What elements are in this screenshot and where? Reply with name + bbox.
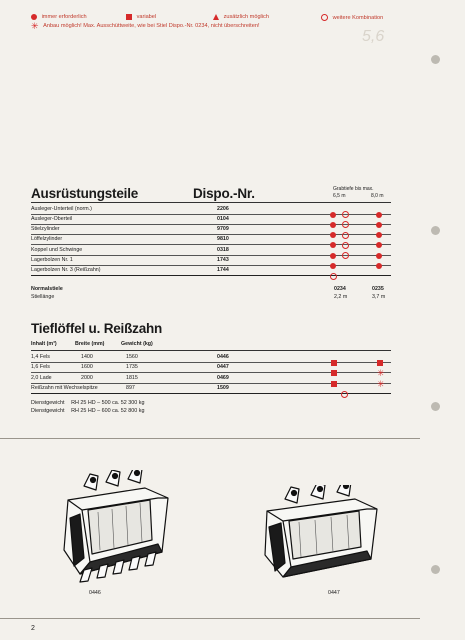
normalstiele-label: Normalstiele [31, 286, 63, 292]
dot-icon [31, 14, 37, 20]
row-dispo-nr: 0318 [217, 246, 229, 253]
table-row [31, 214, 391, 225]
row-name: Koppel und Schwinge [31, 246, 83, 253]
row-label: Reißzahn mit Wechselspitze [31, 385, 98, 391]
section1-rule [31, 202, 391, 203]
row-name: Lagerbolzen Nr. 3 (Reißzahn) [31, 267, 101, 274]
legend-item-zusaetzlich: zusätzlich möglich [213, 14, 269, 20]
dienstgewicht-1: Dienstgewicht RH 25 HD – 500 ca. 52 300 kg [31, 400, 145, 406]
bucket-illustration-0446 [50, 470, 180, 585]
ring-icon [330, 273, 337, 280]
star-icon: ✳ [377, 378, 385, 389]
row-name: Ausleger-Oberteil [31, 215, 73, 222]
row-inhalt: 1,4 Fels [31, 353, 50, 360]
row-nr: 0447 [217, 364, 229, 370]
row-dispo-nr: 1744 [217, 267, 229, 274]
symbol-group [330, 268, 337, 286]
star-icon: ✳ [31, 21, 39, 31]
punch-hole [431, 55, 440, 64]
row-nr: 0469 [217, 374, 229, 381]
section2-rule [31, 350, 391, 351]
figure-caption-0447: 0447 [328, 590, 340, 596]
star-icon: ✳ [377, 368, 385, 379]
ring-icon [341, 391, 348, 398]
triangle-icon [213, 14, 219, 20]
table-row [31, 384, 391, 395]
bucket-illustration-0447 [255, 485, 385, 585]
row-breite: 1600 [81, 364, 93, 370]
symbol-group [341, 385, 348, 403]
stiellaenge-label: Stiellänge [31, 294, 55, 300]
dispo-title: Dispo.-Nr. [193, 186, 255, 201]
row-name: Ausleger-Unterteil (norm.) [31, 205, 92, 212]
legend-item-variabel: variabel [126, 14, 156, 20]
row-nr: 1509 [217, 385, 229, 391]
row-gewicht: 1815 [126, 374, 138, 381]
legend-note: ✳ Anbau möglich! Max. Ausschüttweite, wie bei Stiel Dispo.-Nr. 0234, nicht überschreiten! [31, 21, 260, 31]
punch-hole [431, 402, 440, 411]
header-breite: Breite (mm) [75, 341, 105, 347]
row-dispo-nr: 1743 [217, 257, 229, 263]
table-row [31, 245, 391, 256]
page-number: 2 [31, 625, 35, 632]
table-row [31, 352, 391, 363]
stiel-b-len: 3,7 m [372, 294, 386, 300]
legend-item-weitere: weitere Kombination [321, 14, 383, 21]
stiel-a-len: 2,2 m [334, 294, 348, 300]
handwritten-mark: 5,6 [362, 28, 385, 45]
row-dispo-nr: 9810 [217, 236, 229, 243]
row-inhalt: 2,0 Lade [31, 374, 52, 381]
stiel-a-nr: 0234 [334, 286, 346, 292]
figure-divider [0, 438, 420, 439]
header-inhalt: Inhalt (m³) [31, 341, 57, 347]
row-name: Löffelzylinder [31, 236, 63, 243]
figure-caption-0446: 0446 [89, 590, 101, 596]
row-name: Lagerbolzen Nr. 1 [31, 257, 73, 263]
header-gewicht: Gewicht (kg) [121, 341, 153, 347]
row-nr: 0446 [217, 353, 229, 360]
col-b-header: 8,0 m [371, 193, 384, 199]
section-title-ausruestungsteile: Ausrüstungsteile [31, 186, 139, 201]
col-a-header: 6,5 m [333, 193, 346, 199]
ring-icon [321, 14, 328, 21]
punch-hole [431, 226, 440, 235]
row-breite: 1400 [81, 353, 93, 360]
square-icon [126, 14, 132, 20]
table-row [31, 204, 391, 215]
table-row [31, 256, 391, 267]
row-dispo-nr: 0104 [217, 215, 229, 222]
row-dispo-nr: 2206 [217, 205, 229, 212]
table-row [31, 266, 391, 277]
row-name: Stielzylinder [31, 226, 60, 233]
row-dispo-nr: 9709 [217, 226, 229, 233]
row-inhalt: 1,6 Fels [31, 364, 50, 370]
stiel-b-nr: 0235 [372, 286, 384, 292]
dienstgewicht-2: Dienstgewicht RH 25 HD – 600 ca. 52 800 kg [31, 408, 145, 414]
table-row [31, 225, 391, 236]
legend-item-immer: immer erforderlich [31, 14, 87, 20]
punch-hole [431, 565, 440, 574]
footer-rule [0, 618, 420, 619]
row-breite: 2000 [81, 374, 93, 381]
row-gewicht: 1735 [126, 364, 138, 370]
section-title-tiefloeffel: Tieflöffel u. Reißzahn [31, 321, 163, 336]
table-row [31, 235, 391, 246]
row-gewicht: 897 [126, 385, 135, 391]
row-gewicht: 1560 [126, 353, 138, 360]
grabtiefe-header: Grabtiefe bis max. [333, 186, 374, 192]
